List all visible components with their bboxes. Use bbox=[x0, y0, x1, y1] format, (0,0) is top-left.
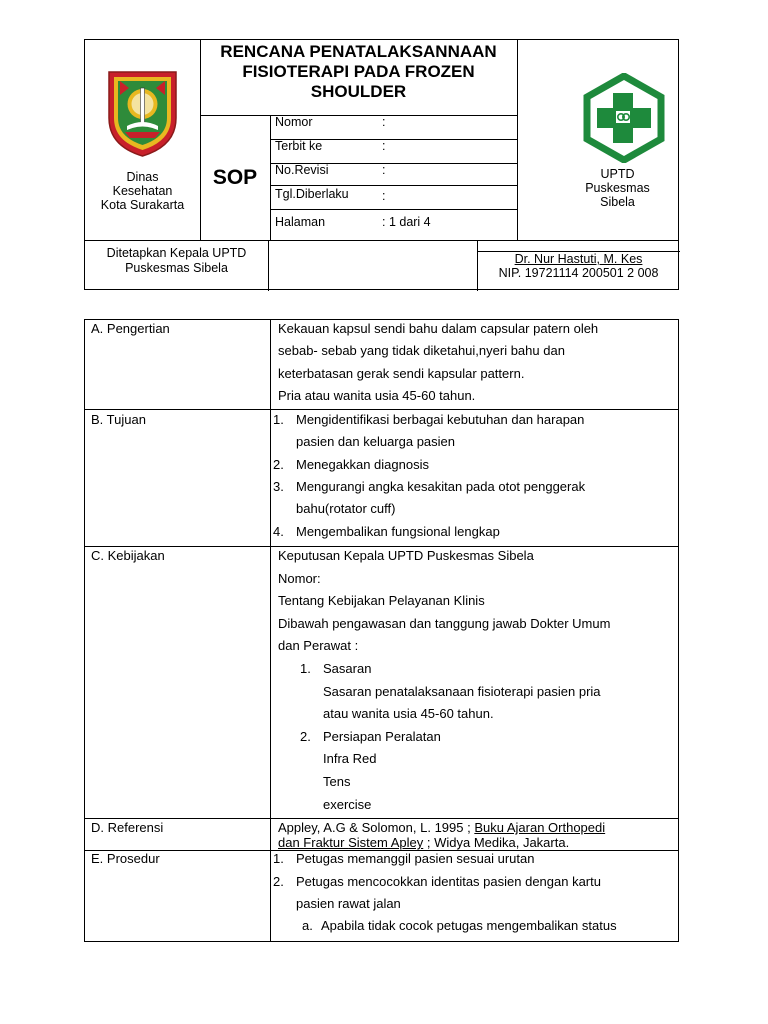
referensi-line-1: Appley, A.G & Solomon, L. 1995 ; Buku Ajaran Orthopedi bbox=[278, 820, 606, 835]
tujuan-line: pasien dan keluarga pasien bbox=[296, 434, 456, 449]
section-pengertian-label: A. Pengertian bbox=[91, 321, 170, 336]
kebijakan-line: Nomor: bbox=[278, 571, 321, 586]
field-row-nomor: Nomor : bbox=[275, 115, 386, 129]
kebijakan-sub-line: Sasaran penatalaksanaan fisioterapi pasien pria bbox=[323, 684, 601, 699]
pengertian-line: keterbatasan gerak sendi kapsular pattern. bbox=[278, 366, 525, 381]
kebijakan-line: dan Perawat : bbox=[278, 638, 359, 653]
prosedur-line: Petugas memanggil pasien sesuai urutan bbox=[296, 851, 535, 866]
tujuan-line: Mengurangi angka kesakitan pada otot penggerak bbox=[296, 479, 586, 494]
kebijakan-line: Dibawah pengawasan dan tanggung jawab Dokter Umum bbox=[278, 616, 611, 631]
tujuan-num: 2. bbox=[273, 457, 284, 472]
kebijakan-line: Keputusan Kepala UPTD Puskesmas Sibela bbox=[278, 548, 534, 563]
tujuan-line: bahu(rotator cuff) bbox=[296, 501, 396, 516]
sop-content-table bbox=[84, 319, 679, 942]
kebijakan-line: Tentang Kebijakan Pelayanan Klinis bbox=[278, 593, 485, 608]
tujuan-line: Mengembalikan fungsional lengkap bbox=[296, 524, 500, 539]
signatory bbox=[477, 252, 680, 280]
tujuan-line: Menegakkan diagnosis bbox=[296, 457, 429, 472]
kebijakan-sub-line: atau wanita usia 45-60 tahun. bbox=[323, 706, 494, 721]
signatory-name: Dr. Nur Hastuti, M. Kes bbox=[514, 252, 643, 266]
prosedur-num: 2. bbox=[273, 874, 284, 889]
prosedur-sub-line: Apabila tidak cocok petugas mengembalikan status bbox=[321, 918, 617, 933]
kebijakan-sub-title: Persiapan Peralatan bbox=[323, 729, 441, 744]
prosedur-num: 1. bbox=[273, 851, 284, 866]
right-org-name: UPTD Puskesmas Sibela bbox=[585, 167, 650, 209]
tujuan-num: 3. bbox=[273, 479, 284, 494]
kebijakan-sub-line: Tens bbox=[323, 774, 351, 789]
field-row-halaman: Halaman : 1 dari 4 bbox=[275, 215, 431, 229]
pengertian-line: Kekauan kapsul sendi bahu dalam capsular patern oleh bbox=[278, 321, 599, 336]
sop-header-table bbox=[84, 39, 679, 290]
prosedur-line: pasien rawat jalan bbox=[296, 896, 401, 911]
kota-surakarta-crest-icon bbox=[105, 68, 180, 158]
section-tujuan-label: B. Tujuan bbox=[91, 412, 146, 427]
prosedur-sub-num: a. bbox=[302, 918, 313, 933]
referensi-line-2: dan Fraktur Sistem Apley ; Widya Medika, Jakarta. bbox=[278, 835, 570, 850]
prosedur-line: Petugas mencocokkan identitas pasien dengan kartu bbox=[296, 874, 601, 889]
field-row-terbit: Terbit ke : bbox=[275, 139, 386, 153]
puskesmas-cross-logo-icon bbox=[579, 73, 669, 163]
tujuan-num: 4. bbox=[273, 524, 284, 539]
kebijakan-sub-title: Sasaran bbox=[323, 661, 372, 676]
kebijakan-sub-num: 1. bbox=[300, 661, 311, 676]
pengertian-line: sebab- sebab yang tidak diketahui,nyeri bahu dan bbox=[278, 343, 565, 358]
left-org-name: Dinas Kesehatan Kota Surakarta bbox=[100, 170, 185, 212]
section-prosedur-label: E. Prosedur bbox=[91, 851, 160, 866]
ditetapkan-text: Ditetapkan Kepala UPTD Puskesmas Sibela bbox=[106, 246, 247, 275]
document-title: RENCANA PENATALAKSANNAAN FISIOTERAPI PADA FROZEN SHOULDER bbox=[220, 42, 497, 101]
tujuan-line: Mengidentifikasi berbagai kebutuhan dan harapan bbox=[296, 412, 585, 427]
kebijakan-sub-line: exercise bbox=[323, 797, 372, 812]
tujuan-num: 1. bbox=[273, 412, 284, 427]
kebijakan-sub-num: 2. bbox=[300, 729, 311, 744]
section-referensi-label: D. Referensi bbox=[91, 820, 164, 835]
sop-label: SOP bbox=[212, 165, 258, 189]
pengertian-line: Pria atau wanita usia 45-60 tahun. bbox=[278, 388, 476, 403]
field-row-revisi: No.Revisi : bbox=[275, 163, 386, 177]
section-kebijakan-label: C. Kebijakan bbox=[91, 548, 165, 563]
field-row-tgl: Tgl.Diberlaku : bbox=[275, 187, 386, 203]
kebijakan-sub-line: Infra Red bbox=[323, 751, 377, 766]
signatory-nip: NIP. 19721114 200501 2 008 bbox=[498, 266, 659, 280]
